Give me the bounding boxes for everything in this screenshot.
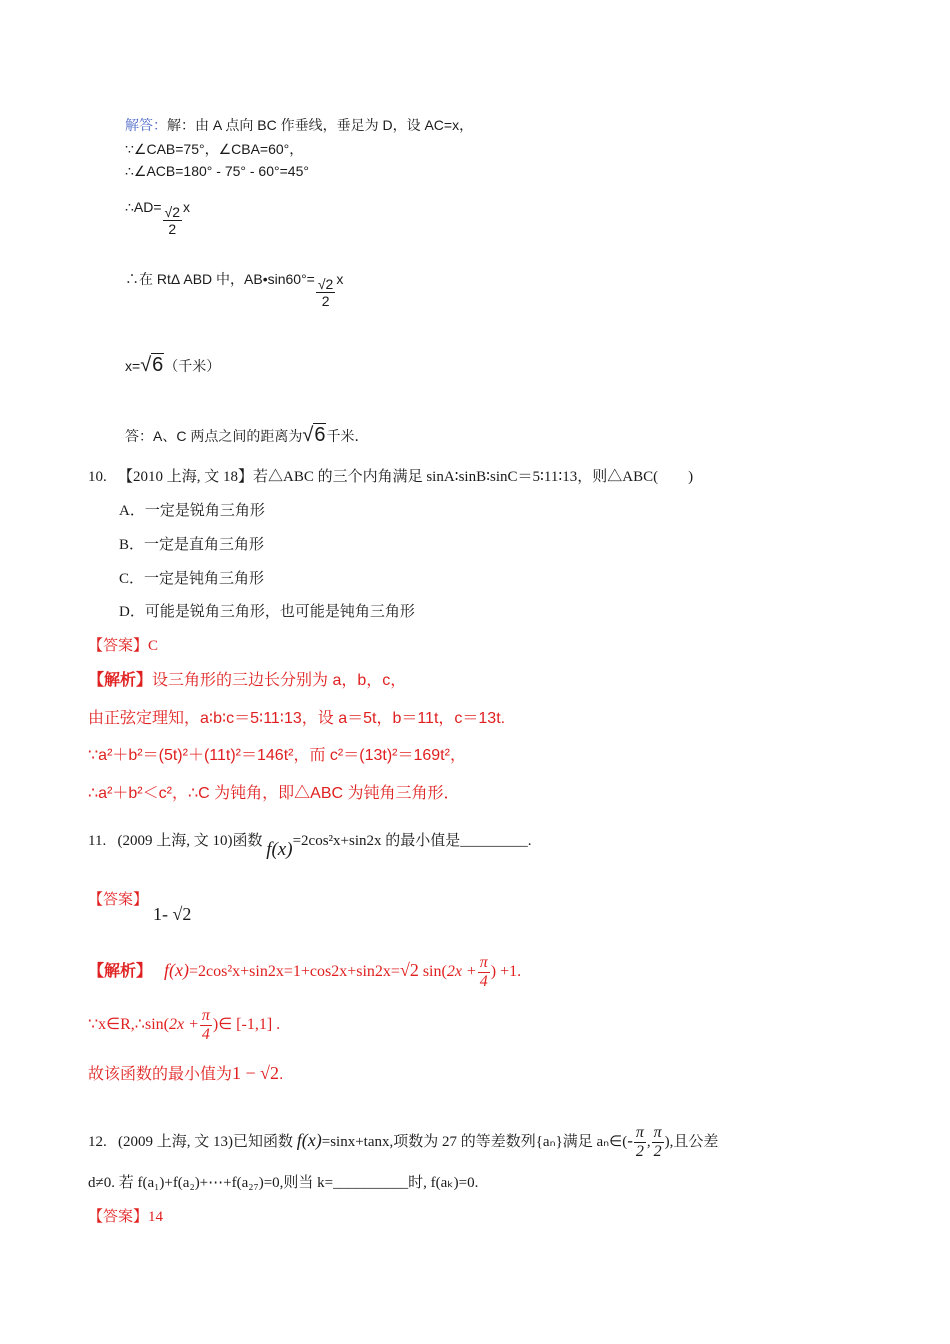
option-b: B．一定是直角三角形 xyxy=(119,537,265,553)
answer-line: 【答案】14 xyxy=(88,1209,164,1225)
question-11-stem: 11. (2009 上海, 文 10)函数 f(x)=2cos²x+sin2x 的最小值是_________. xyxy=(88,833,532,860)
analysis-line-1: 【解析】设三角形的三边长分别为 a，b，c， xyxy=(88,672,407,689)
answer-label: 【答案】 xyxy=(88,1209,149,1225)
solution-label: 解答： xyxy=(125,117,167,133)
answer-line xyxy=(88,893,148,908)
answer-label: 【答案】 xyxy=(88,638,149,654)
analysis-label: 【解析】 xyxy=(88,672,153,689)
fraction: $\frac{√2}{2}$ xyxy=(164,204,181,237)
answer-value: 1- √2 xyxy=(153,904,192,924)
solution-line-7: 答：A、C 两点之间的距离为√6千米． xyxy=(125,424,369,446)
option-c: C．一定是钝角三角形 xyxy=(119,571,265,587)
fraction-pi-2: $\frac{\pi}{2}$ xyxy=(653,1124,662,1160)
solution-line-3: ∴∠ACB=180° - 75° - 60°=45° xyxy=(125,163,309,179)
analysis-line-1: 【解析】 f(x)=2cos²x+sin2x=1+cos2x+sin2x=√2 sin(2x + $\frac{\pi}{4}$ ) +1. xyxy=(88,954,522,990)
function-fx: f(x) xyxy=(266,839,293,860)
analysis-line-3: ∵a²＋b²＝(5t)²＋(11t)²＝146t²，而 c²＝(13t)²＝169t²， xyxy=(88,747,466,764)
question-12-line-2: d≠0. 若 f(a₁)+f(a₂)+⋯+f(a₂₇)=0,则当 k=__________时, f(aₖ)=0. xyxy=(88,1175,479,1191)
answer-line: 【答案】C xyxy=(88,638,159,654)
option-a: A．一定是锐角三角形 xyxy=(119,503,265,519)
sqrt-6: √6 xyxy=(140,354,164,376)
sqrt-6: √6 xyxy=(302,424,326,446)
analysis-line-2: ∵x∈R,∴sin(2x + $\frac{\pi}{4}$ )∈ [-1,1] . xyxy=(88,1007,281,1043)
solution-line-2: ∵∠CAB=75°，∠CBA=60°， xyxy=(125,141,304,157)
solution-line-1: 解答：解：由 A 点向 BC 作垂线，垂足为 D，设 AC=x， xyxy=(125,117,474,133)
fraction-pi-4: $\frac{\pi}{4}$ xyxy=(479,954,488,990)
solution-line-5: ∴在 RtΔ ABD 中，AB•sin60°= $\frac{√2}{2}$ x xyxy=(125,271,344,309)
fraction-pi-4: $\frac{\pi}{4}$ xyxy=(201,1007,210,1043)
answer-label: 【答案】 xyxy=(88,892,149,908)
analysis-line-2: 由正弦定理知，a∶b∶c＝5∶11∶13，设 a＝5t，b＝11t，c＝13t. xyxy=(88,710,506,727)
question-12-stem: 12. (2009 上海, 文 13)已知函数 f(x)=sinx+tanx,项数为 27 的等差数列{aₙ}满足 aₙ∈(- $\frac{\pi}{2}$ , $\frac{\pi}{2}$ ),且公差 xyxy=(88,1124,719,1160)
analysis-label: 【解析】 xyxy=(88,963,153,981)
analysis-line-4: ∴a²＋b²＜c²，∴C 为钝角，即△ABC 为钝角三角形． xyxy=(88,785,460,802)
solution-line-6: x=√6（千米） xyxy=(125,354,221,376)
fraction-pi-2: $\frac{\pi}{2}$ xyxy=(635,1124,644,1160)
solution-line-4: ∴AD= $\frac{√2}{2}$ x xyxy=(125,199,191,237)
analysis-line-3: 故该函数的最小值为1 − √2. xyxy=(88,1063,284,1083)
option-d: D．可能是锐角三角形，也可能是钝角三角形 xyxy=(119,604,415,620)
question-10-stem: 10. 【2010 上海, 文 18】若△ABC 的三个内角满足 sinA∶sinB∶sinC＝5∶11∶13，则△ABC( ) xyxy=(88,469,694,485)
fraction: $\frac{√2}{2}$ xyxy=(317,276,334,309)
function-fx: f(x) xyxy=(296,1129,322,1150)
